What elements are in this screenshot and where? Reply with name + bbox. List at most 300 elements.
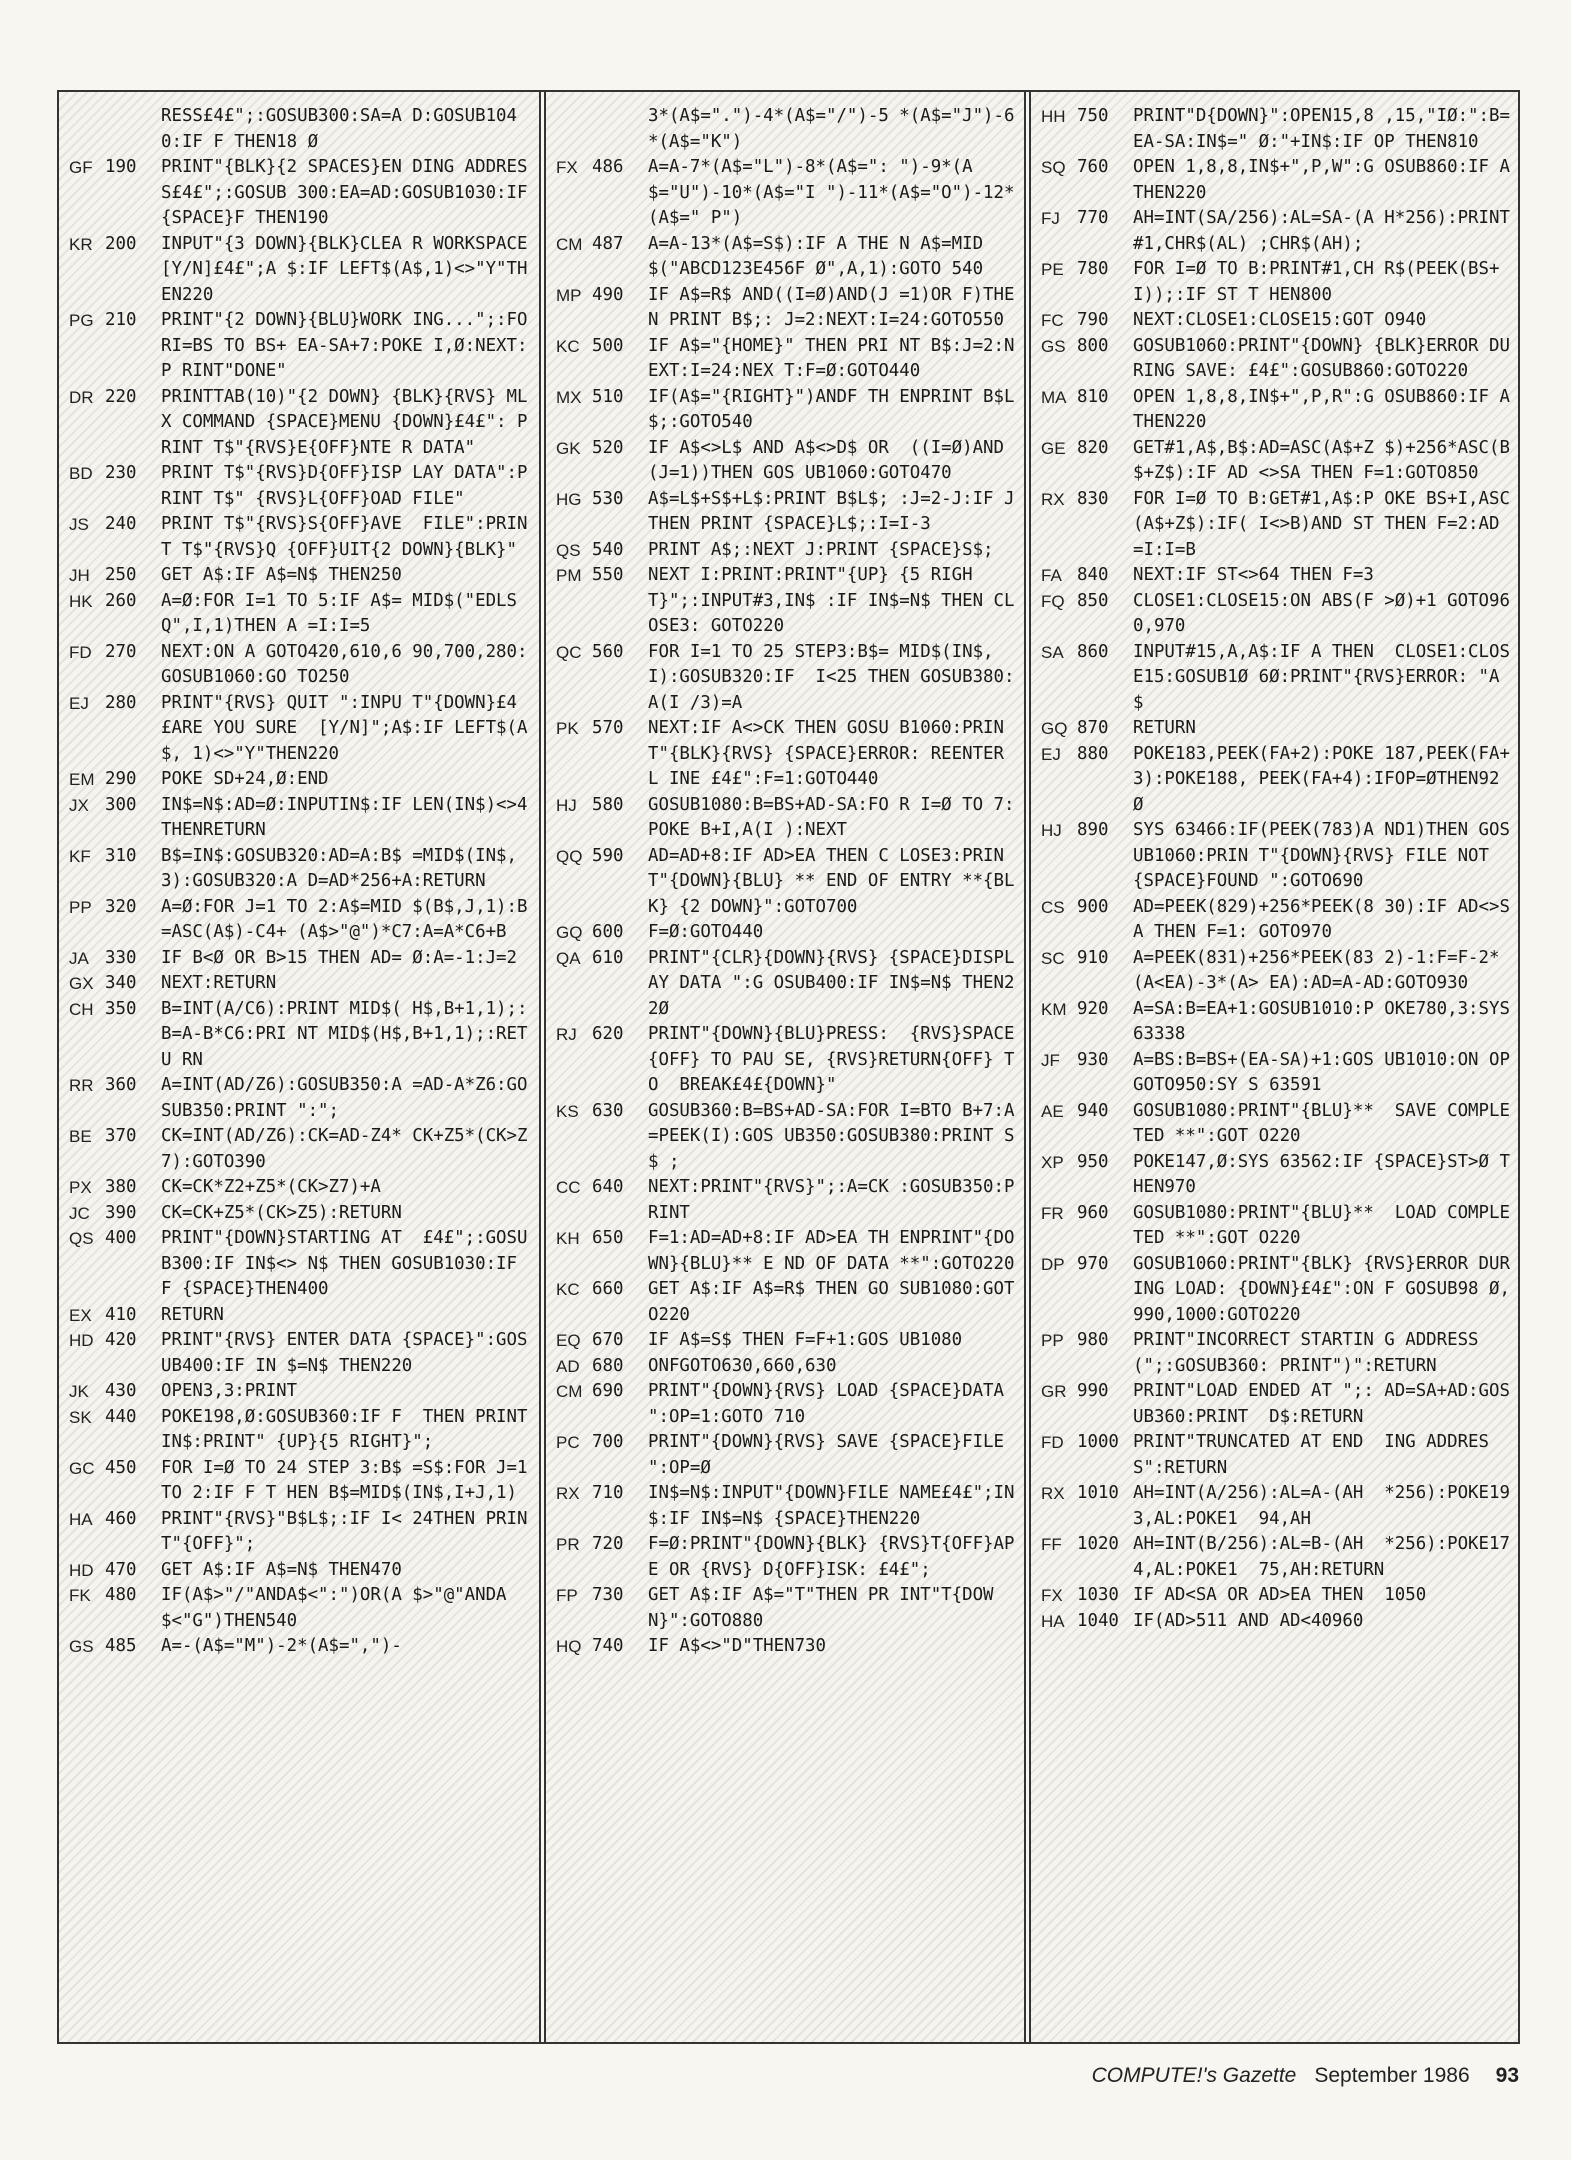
- line-number: 420: [105, 1330, 137, 1350]
- code-line: [69, 640, 531, 691]
- checksum: HJ: [1041, 821, 1062, 840]
- listing-column-3: [1029, 92, 1520, 2042]
- line-number: 530: [592, 488, 624, 509]
- line-number: 720: [592, 1534, 624, 1554]
- code-text: PRINT T$"{RVS}S{OFF}AVE FILE":PRINT T$"{RVS}Q {OFF}UIT{2 DOWN}{BLK}": [161, 514, 528, 560]
- line-number: 1040: [1077, 1610, 1119, 1631]
- line-number: 760: [1077, 157, 1109, 177]
- code-line: [69, 971, 531, 997]
- code-text: FOR I=1 TO 25 STEP3:B$= MID$(IN$,I):GOSUB320:IF I<25 THEN GOSUB380:A(I /3)=A: [648, 641, 1015, 713]
- checksum: FK: [69, 1586, 91, 1605]
- code-line: [1041, 385, 1521, 436]
- code-line: [69, 1379, 531, 1405]
- code-line: [69, 589, 531, 640]
- code-text: PRINT"{RVS} ENTER DATA {SPACE}":GOSUB400:IF IN $=N$ THEN220: [161, 1330, 528, 1376]
- code-text: IN$=N$:AD=Ø:INPUTIN$:IF LEN(IN$)<>4THENRETURN: [161, 794, 528, 840]
- line-number: 870: [1077, 718, 1109, 738]
- code-text: IF(AD>511 AND AD<40960: [1133, 1610, 1364, 1631]
- code-text: PRINT"INCORRECT STARTIN G ADDRESS (";:GOSUB360: PRINT")":RETURN: [1133, 1330, 1489, 1376]
- checksum: DR: [69, 387, 94, 407]
- issue-date: September 1986: [1314, 2064, 1470, 2087]
- code-text: POKE183,PEEK(FA+2):POKE 187,PEEK(FA+3):POKE188, PEEK(FA+4):IFOP=ØTHEN92 Ø: [1133, 743, 1510, 815]
- line-number: 340: [105, 973, 137, 993]
- code-text: F=Ø:PRINT"{DOWN}{BLK} {RVS}T{OFF}APE OR {RVS} D{OFF}ISK: £4£";: [648, 1534, 1015, 1580]
- code-text: PRINT"{RVS} QUIT ":INPU T"{DOWN}£4£ARE YOU SURE [Y/N]";A$:IF LEFT$(A$, 1)<>"Y"THEN220: [161, 692, 528, 764]
- code-text: GET A$:IF A$=N$ THEN250: [161, 565, 402, 585]
- checksum: RR: [69, 1076, 94, 1095]
- line-number: 970: [1077, 1253, 1109, 1274]
- checksum: SQ: [1041, 158, 1066, 177]
- line-number: 640: [592, 1177, 624, 1197]
- line-number: 740: [592, 1636, 624, 1656]
- line-number: 690: [592, 1381, 624, 1401]
- checksum: SA: [1041, 642, 1064, 662]
- checksum: RX: [1041, 489, 1065, 509]
- checksum: GS: [69, 1637, 94, 1656]
- checksum: HA: [1041, 1611, 1065, 1631]
- checksum: KR: [69, 234, 93, 254]
- code-text: NEXT:RETURN: [161, 973, 277, 993]
- checksum: HA: [69, 1509, 93, 1529]
- checksum: JH: [69, 566, 90, 585]
- code-line: [69, 1201, 531, 1227]
- checksum: FX: [1041, 1586, 1063, 1605]
- code-text: A=A-7*(A$="L")-8*(A$=": ")-9*(A$="U")-10*(A$="I ")-11*(A$="O")-12*(A$=" P"): [648, 157, 1015, 228]
- code-line: [1041, 1328, 1510, 1379]
- code-text: PRINT"{BLK}{2 SPACES}EN DING ADDRESS£4£";:GOSUB 300:EA=AD:GOSUB1030:IF {SPACE}F THEN190: [161, 157, 538, 228]
- code-text: PRINT"{DOWN}{BLU}PRESS: {RVS}SPACE{OFF} TO PAU SE, {RVS}RETURN{OFF} TO BREAK£4£{DOWN}": [648, 1024, 1015, 1095]
- code-line: [556, 1354, 1016, 1380]
- checksum: PG: [69, 311, 94, 330]
- line-number: 486: [592, 157, 624, 177]
- line-number: 910: [1077, 947, 1109, 968]
- code-line: [69, 1175, 531, 1201]
- code-line: [556, 155, 1016, 232]
- checksum: RJ: [556, 1025, 577, 1044]
- code-line: [1041, 1532, 1510, 1583]
- listing-column-2: [544, 92, 1026, 2042]
- code-text: PRINT"{RVS}"B$L$;:IF I< 24THEN PRINT"{OFF}";: [161, 1508, 528, 1554]
- line-number: 660: [592, 1279, 624, 1299]
- checksum: HK: [69, 591, 93, 611]
- code-line: [69, 104, 531, 155]
- checksum: GK: [556, 438, 581, 458]
- checksum: EJ: [69, 693, 89, 713]
- checksum: RX: [1041, 1484, 1065, 1503]
- code-line: [556, 487, 1025, 538]
- code-text: NEXT:IF ST<>64 THEN F=3: [1133, 565, 1374, 585]
- code-text: NEXT:PRINT"{RVS}";:A=CK :GOSUB350:PRINT: [648, 1177, 1015, 1223]
- line-number: 280: [105, 692, 137, 713]
- line-number: 460: [105, 1508, 137, 1529]
- code-line: [1041, 563, 1510, 589]
- checksum: KS: [556, 1101, 579, 1121]
- code-text: GOSUB1080:PRINT"{BLU}** LOAD COMPLETED **":GOT O220: [1133, 1202, 1510, 1248]
- checksum: PP: [69, 897, 92, 917]
- line-number: 920: [1077, 998, 1109, 1019]
- checksum: FD: [69, 642, 92, 662]
- checksum: MX: [556, 387, 582, 407]
- line-number: 780: [1077, 259, 1109, 279]
- code-text: INPUT#15,A,A$:IF A THEN CLOSE1:CLOSE15:GOSUB1Ø 6Ø:PRINT"{RVS}ERROR: "A $: [1133, 641, 1510, 713]
- code-text: PRINT"TRUNCATED AT END ING ADDRESS":RETURN: [1133, 1432, 1489, 1478]
- code-line: [1041, 1430, 1510, 1481]
- line-number: 840: [1077, 565, 1109, 585]
- code-text: IF A$<>"D"THEN730: [648, 1636, 826, 1656]
- code-text: OPEN 1,8,8,IN$+",P,R":G OSUB860:IF A THEN220: [1133, 386, 1521, 432]
- checksum: EM: [69, 770, 95, 789]
- code-text: F=Ø:GOTO440: [648, 922, 764, 942]
- checksum: FA: [1041, 566, 1062, 585]
- code-line: [1041, 104, 1510, 155]
- checksum: FP: [556, 1586, 578, 1605]
- code-text: F=1:AD=AD+8:IF AD>EA TH ENPRINT"{DOWN}{BLU}** E ND OF DATA **":GOTO220: [648, 1228, 1015, 1274]
- listing-frame: [57, 90, 1520, 2044]
- code-line: [1041, 1583, 1510, 1609]
- code-line: [1041, 640, 1510, 717]
- code-line: [69, 1124, 531, 1175]
- checksum: PP: [1041, 1331, 1064, 1350]
- line-number: 470: [105, 1559, 137, 1580]
- line-number: 650: [592, 1228, 624, 1248]
- line-number: 980: [1077, 1330, 1109, 1350]
- code-line: [556, 1099, 1016, 1176]
- code-line: [69, 767, 531, 793]
- line-number: 590: [592, 845, 624, 866]
- code-line: [69, 844, 531, 895]
- line-number: 770: [1077, 208, 1109, 228]
- line-number: 360: [105, 1075, 137, 1095]
- checksum: JA: [69, 948, 89, 968]
- code-text: CK=INT(AD/Z6):CK=AD-Z4* CK+Z5*(CK>Z7):GOTO390: [161, 1126, 528, 1172]
- line-number: 230: [105, 463, 137, 483]
- checksum: JK: [69, 1382, 89, 1401]
- code-text: PRINT"{CLR}{DOWN}{RVS} {SPACE}DISPLAY DATA ":G OSUB400:IF IN$=N$ THEN2 2Ø: [648, 947, 1025, 1019]
- code-text: AH=INT(B/256):AL=B-(AH *256):POKE174,AL:POKE1 75,AH:RETURN: [1133, 1534, 1510, 1580]
- code-line: [69, 308, 531, 385]
- line-number: 260: [105, 590, 137, 611]
- checksum: JC: [69, 1203, 90, 1223]
- code-text: RESS£4£";:GOSUB300:SA=A D:GOSUB1040:IF F THEN18 Ø: [161, 106, 517, 152]
- line-number: 990: [1077, 1381, 1109, 1401]
- line-number: 490: [592, 284, 624, 305]
- code-line: [69, 1456, 538, 1507]
- line-number: 540: [592, 539, 624, 560]
- code-line: [69, 1226, 531, 1303]
- checksum: QS: [556, 540, 581, 560]
- magazine-name: COMPUTE!'s Gazette: [1091, 2064, 1297, 2087]
- code-line: [69, 461, 531, 512]
- line-number: 190: [105, 157, 137, 177]
- code-text: A=Ø:FOR I=1 TO 5:IF A$= MID$("EDLSQ",I,1)THEN A =I:I=5: [161, 590, 517, 636]
- code-text: IF A$=R$ AND((I=Ø)AND(J =1)OR F)THEN PRINT B$;: J=2:NEXT:I=24:GOTO550: [648, 284, 1015, 330]
- line-number: 1020: [1077, 1534, 1119, 1554]
- checksum: PM: [556, 566, 582, 585]
- code-text: IN$=N$:INPUT"{DOWN}FILE NAME£4£";IN$:IF IN$=N$ {SPACE}THEN220: [648, 1483, 1015, 1529]
- line-number: 750: [1077, 106, 1109, 126]
- line-number: 880: [1077, 743, 1109, 764]
- code-line: [556, 232, 1016, 283]
- code-text: IF A$="{HOME}" THEN PRI NT B$:J=2:NEXT:I=24:NEX T:F=Ø:GOTO440: [648, 335, 1015, 381]
- line-number: 480: [105, 1585, 137, 1605]
- code-line: [1041, 334, 1510, 385]
- line-number: 580: [592, 794, 624, 815]
- checksum: HQ: [556, 1637, 582, 1656]
- line-number: 300: [105, 794, 137, 815]
- code-line: [69, 895, 531, 946]
- line-number: 570: [592, 718, 624, 738]
- code-text: B$=IN$:GOSUB320:AD=A:B$ =MID$(IN$,3):GOSUB320:A D=AD*256+A:RETURN: [161, 845, 517, 891]
- line-number: 485: [105, 1636, 137, 1656]
- code-line: [69, 563, 531, 589]
- code-line: [1041, 308, 1510, 334]
- line-number: 487: [592, 233, 624, 254]
- checksum: EX: [69, 1305, 92, 1325]
- code-text: GOSUB1080:PRINT"{BLU}** SAVE COMPLETED **":GOT O220: [1133, 1100, 1510, 1146]
- line-number: 810: [1077, 386, 1109, 407]
- checksum: FJ: [1041, 209, 1060, 228]
- checksum: RX: [556, 1484, 580, 1503]
- line-number: 950: [1077, 1151, 1109, 1172]
- line-number: 270: [105, 641, 137, 662]
- code-text: IF B<Ø OR B>15 THEN AD= Ø:A=-1:J=2: [161, 947, 517, 968]
- line-number: 610: [592, 947, 624, 968]
- checksum: FQ: [1041, 591, 1065, 611]
- checksum: BE: [69, 1127, 92, 1146]
- checksum: FX: [556, 158, 578, 177]
- line-number: 790: [1077, 310, 1109, 330]
- code-line: [69, 155, 538, 232]
- code-text: AH=INT(SA/256):AL=SA-(A H*256):PRINT#1,CHR$(AL) ;CHR$(AH);: [1133, 208, 1510, 254]
- code-text: SYS 63466:IF(PEEK(783)A ND1)THEN GOSUB1060:PRIN T"{DOWN}{RVS} FILE NOT {SPACE}FOUND ":GOTO690: [1133, 820, 1510, 891]
- line-number: 890: [1077, 820, 1109, 840]
- line-number: 210: [105, 310, 137, 330]
- checksum: CH: [69, 999, 94, 1019]
- code-line: [1041, 589, 1510, 640]
- code-text: PRINT"LOAD ENDED AT ";: AD=SA+AD:GOSUB360:PRINT D$:RETURN: [1133, 1381, 1510, 1427]
- code-line: [556, 946, 1025, 1023]
- code-text: CLOSE1:CLOSE15:ON ABS(F >Ø)+1 GOTO960,970: [1133, 590, 1510, 636]
- code-line: [1041, 1048, 1521, 1099]
- code-line: [69, 232, 538, 309]
- checksum: HD: [69, 1331, 94, 1350]
- line-number: 290: [105, 769, 137, 789]
- checksum: QQ: [556, 846, 583, 866]
- checksum: QA: [556, 948, 581, 968]
- line-number: 220: [105, 386, 137, 407]
- checksum: QC: [556, 642, 582, 662]
- line-number: 710: [592, 1483, 624, 1503]
- checksum: PR: [556, 1535, 580, 1554]
- code-line: [1041, 895, 1510, 946]
- checksum: GQ: [556, 923, 583, 942]
- code-line: [69, 512, 531, 563]
- checksum: FF: [1041, 1535, 1062, 1554]
- page-footer: [1092, 2064, 1519, 2088]
- line-number: 670: [592, 1330, 624, 1350]
- checksum: PC: [556, 1433, 580, 1452]
- code-text: RETURN: [161, 1304, 224, 1325]
- line-number: 510: [592, 386, 624, 407]
- code-line: [1041, 1201, 1510, 1252]
- code-line: [1041, 818, 1510, 895]
- code-line: [1041, 257, 1510, 308]
- line-number: 440: [105, 1406, 137, 1427]
- checksum: HJ: [556, 795, 577, 815]
- code-line: [556, 1022, 1016, 1099]
- checksum: HH: [1041, 107, 1066, 126]
- checksum: PK: [556, 719, 579, 738]
- code-text: GOSUB360:B=BS+AD-SA:FOR I=BTO B+7:A=PEEK(I):GOS UB350:GOSUB380:PRINT S$ ;: [648, 1100, 1015, 1172]
- line-number: 370: [105, 1126, 137, 1146]
- line-number: 250: [105, 565, 137, 585]
- checksum: KM: [1041, 999, 1067, 1019]
- code-text: AH=INT(A/256):AL=A-(AH *256):POKE193,AL:POKE1 94,AH: [1133, 1483, 1510, 1529]
- code-line: [556, 716, 1016, 793]
- code-text: NEXT:ON A GOTO420,610,6 90,700,280:GOSUB1060:GO TO250: [161, 641, 528, 687]
- code-text: FOR I=Ø TO B:GET#1,A$:P OKE BS+I,ASC(A$+Z$):IF( I<>B)AND ST THEN F=2:AD =I:I=B: [1133, 488, 1510, 560]
- checksum: XP: [1041, 1152, 1064, 1172]
- line-number: 1030: [1077, 1585, 1119, 1605]
- checksum: GF: [69, 158, 93, 177]
- code-line: [1041, 742, 1510, 819]
- line-number: 730: [592, 1585, 624, 1605]
- code-line: [1041, 997, 1521, 1048]
- checksum: FC: [1041, 311, 1064, 330]
- line-number: 930: [1077, 1049, 1109, 1070]
- code-line: [69, 1507, 531, 1558]
- code-line: [556, 283, 1016, 334]
- checksum: GC: [69, 1458, 95, 1478]
- code-line: [556, 385, 1016, 436]
- code-text: NEXT:IF A<>CK THEN GOSU B1060:PRINT"{BLK}{RVS} {SPACE}ERROR: REENTER L INE £4£":F=1:GOTO440: [648, 718, 1015, 789]
- code-text: PRINT"{DOWN}STARTING AT £4£";:GOSUB300:IF IN$<> N$ THEN GOSUB1030:IF F {SPACE}THEN400: [161, 1228, 528, 1299]
- code-text: PRINTTAB(10)"{2 DOWN} {BLK}{RVS} MLX COMMAND {SPACE}MENU {DOWN}£4£": PRINT T$"{RVS}E{OFF}NTE R DATA": [161, 386, 528, 458]
- code-line: [556, 1226, 1016, 1277]
- line-number: 550: [592, 565, 624, 585]
- code-text: IF AD<SA OR AD>EA THEN 1050: [1133, 1585, 1427, 1605]
- code-text: OPEN 1,8,8,IN$+",P,W":G OSUB860:IF A THEN220: [1133, 157, 1521, 203]
- line-number: 400: [105, 1228, 137, 1248]
- code-line: [69, 1405, 538, 1456]
- code-line: [69, 1303, 531, 1329]
- line-number: 430: [105, 1381, 137, 1401]
- code-text: ONFGOTO630,660,630: [648, 1355, 837, 1376]
- code-line: [556, 920, 1016, 946]
- checksum: GE: [1041, 438, 1066, 458]
- code-line: [1041, 1150, 1510, 1201]
- code-line: [69, 1558, 531, 1584]
- code-text: NEXT I:PRINT:PRINT"{UP} {5 RIGHT}";:INPUT#3,IN$ :IF IN$=N$ THEN CLOSE3: GOTO220: [648, 565, 1015, 636]
- code-line: [556, 1481, 1016, 1532]
- checksum: FD: [1041, 1433, 1064, 1452]
- code-text: PRINT"{DOWN}{RVS} SAVE {SPACE}FILE ":OP=Ø: [648, 1432, 1015, 1478]
- code-text: IF(A$="{RIGHT}")ANDF TH ENPRINT B$L$;:GOTO540: [648, 386, 1015, 432]
- checksum: JX: [69, 795, 89, 815]
- code-line: [556, 1634, 1016, 1660]
- code-line: [556, 1430, 1016, 1481]
- code-text: A=A-13*(A$=S$):IF A THE N A$=MID$("ABCD123E456F Ø",A,1):GOTO 540: [648, 233, 984, 279]
- checksum: SK: [69, 1407, 92, 1427]
- checksum: KC: [556, 1280, 580, 1299]
- code-line: [1041, 1481, 1510, 1532]
- checksum: AD: [556, 1356, 580, 1376]
- code-text: POKE SD+24,Ø:END: [161, 769, 329, 789]
- line-number: 320: [105, 896, 137, 917]
- code-text: B=INT(A/C6):PRINT MID$( H$,B+1,1);:B=A-B*C6:PRI NT MID$(H$,B+1,1);:RETU RN: [161, 998, 528, 1070]
- code-line: [69, 793, 531, 844]
- line-number: 850: [1077, 590, 1109, 611]
- checksum: KC: [556, 336, 580, 356]
- code-line: [69, 691, 531, 768]
- code-text: GET A$:IF A$=R$ THEN GO SUB1080:GOTO220: [648, 1279, 1015, 1325]
- line-number: 860: [1077, 641, 1109, 662]
- code-line: [556, 793, 1016, 844]
- code-text: POKE147,Ø:SYS 63562:IF {SPACE}ST>Ø THEN970: [1133, 1151, 1510, 1197]
- line-number: 680: [592, 1355, 624, 1376]
- checksum: CC: [556, 1178, 581, 1197]
- code-line: [556, 1379, 1016, 1430]
- code-text: CK=CK+Z5*(CK>Z5):RETURN: [161, 1202, 402, 1223]
- checksum: HD: [69, 1560, 94, 1580]
- line-number: 350: [105, 998, 137, 1019]
- code-text: PRINT"{DOWN}{RVS} LOAD {SPACE}DATA ":OP=1:GOTO 710: [648, 1381, 1015, 1427]
- code-text: IF A$<>L$ AND A$<>D$ OR ((I=Ø)AND(J=1))THEN GOS UB1060:GOTO470: [648, 437, 1004, 483]
- code-text: PRINT A$;:NEXT J:PRINT {SPACE}S$;: [648, 539, 994, 560]
- code-text: INPUT"{3 DOWN}{BLK}CLEA R WORKSPACE [Y/N]£4£";A $:IF LEFT$(A$,1)<>"Y"TH EN220: [161, 233, 538, 305]
- code-line: [1041, 716, 1510, 742]
- checksum: CM: [556, 1382, 583, 1401]
- code-line: [1041, 946, 1510, 997]
- checksum: KF: [69, 846, 91, 866]
- checksum: HG: [556, 489, 582, 509]
- code-text: A=INT(AD/Z6):GOSUB350:A =AD-A*Z6:GOSUB350:PRINT ":";: [161, 1075, 528, 1121]
- code-text: GET#1,A$,B$:AD=ASC(A$+Z $)+256*ASC(B$+Z$):IF AD <>SA THEN F=1:GOTO850: [1133, 437, 1510, 483]
- checksum: PE: [1041, 260, 1064, 279]
- line-number: 1010: [1077, 1483, 1119, 1503]
- code-text: GOSUB1060:PRINT"{DOWN} {BLK}ERROR DURING SAVE: £4£":GOSUB860:GOTO220: [1133, 335, 1510, 381]
- code-text: IF A$=S$ THEN F=F+1:GOS UB1080: [648, 1330, 963, 1350]
- checksum: SC: [1041, 948, 1065, 968]
- checksum: AE: [1041, 1101, 1064, 1121]
- code-text: AD=AD+8:IF AD>EA THEN C LOSE3:PRINT"{DOWN}{BLU} ** END OF ENTRY **{BLK} {2 DOWN}":GOTO700: [648, 845, 1015, 917]
- code-line: [556, 563, 1016, 640]
- line-number: 600: [592, 922, 624, 942]
- checksum: EJ: [1041, 744, 1061, 764]
- code-text: FOR I=Ø TO 24 STEP 3:B$ =S$:FOR J=1 TO 2:IF F T HEN B$=MID$(IN$,I+J,1): [161, 1457, 538, 1503]
- line-number: 960: [1077, 1202, 1109, 1223]
- code-text: PRINT"{2 DOWN}{BLU}WORK ING...";:FORI=BS TO BS+ EA-SA+7:POKE I,Ø:NEXT:P RINT"DONE": [161, 310, 528, 381]
- code-line: [556, 844, 1016, 921]
- code-line: [556, 538, 1016, 564]
- code-text: A=BS:B=BS+(EA-SA)+1:GOS UB1010:ON OP GOTO950:SY S 63591: [1133, 1049, 1521, 1095]
- code-text: A=Ø:FOR J=1 TO 2:A$=MID $(B$,J,1):B=ASC(A$)-C4+ (A$>"@")*C7:A=A*C6+B: [161, 896, 528, 942]
- code-text: PRINT"D{DOWN}":OPEN15,8 ,15,"IØ:":B=EA-SA:IN$=" Ø:"+IN$:IF OP THEN810: [1133, 106, 1510, 152]
- code-line: [69, 946, 531, 972]
- code-line: [1041, 487, 1510, 564]
- code-line: [556, 1175, 1016, 1226]
- line-number: 410: [105, 1304, 137, 1325]
- checksum: GQ: [1041, 719, 1068, 738]
- line-number: 330: [105, 947, 137, 968]
- code-line: [556, 640, 1016, 717]
- code-text: RETURN: [1133, 718, 1196, 738]
- checksum: JF: [1041, 1050, 1060, 1070]
- line-number: 1000: [1077, 1432, 1119, 1452]
- line-number: 500: [592, 335, 624, 356]
- checksum: GS: [1041, 336, 1066, 356]
- code-line: [1041, 1099, 1510, 1150]
